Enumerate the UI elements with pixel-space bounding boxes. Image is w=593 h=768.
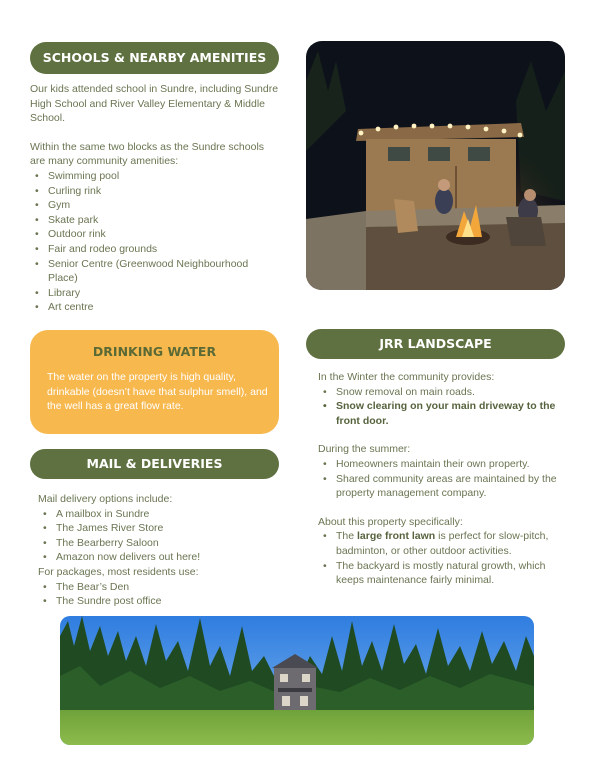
- schools-heading: SCHOOLS & NEARBY AMENITIES: [30, 42, 279, 74]
- list-item: • Amazon now delivers out here!: [38, 550, 278, 565]
- list-item: • The Sundre post office: [38, 594, 278, 609]
- property-intro: About this property specifically:: [318, 515, 463, 528]
- list-item: • Curling rink: [30, 184, 280, 199]
- list-item: • Gym: [30, 198, 280, 213]
- house-forest-photo: [60, 616, 534, 745]
- mail-intro: Mail delivery options include:: [38, 493, 173, 505]
- packages-intro: For packages, most residents use:: [38, 565, 199, 578]
- schools-section: [30, 82, 280, 315]
- winter-intro: In the Winter the community provides:: [318, 371, 495, 383]
- list-item: • The Bearberry Saloon: [38, 536, 278, 551]
- schools-paragraph: Our kids attended school in Sundre, including Sundre High School and River Valley Elementary & Middle School.: [30, 83, 279, 125]
- list-item: • Art centre: [30, 300, 280, 315]
- list-item: • The James River Store: [38, 521, 278, 536]
- mail-heading: MAIL & DELIVERIES: [30, 449, 279, 479]
- winter-list: [318, 385, 568, 429]
- landscape-heading: JRR LANDSCAPE: [306, 329, 565, 359]
- list-item: • Snow removal on main roads.: [318, 385, 568, 400]
- mail-section: [38, 492, 278, 609]
- packages-list: [38, 580, 278, 609]
- drinking-water-card: [30, 330, 279, 434]
- property-list: [318, 529, 568, 587]
- list-item: • Fair and rodeo grounds: [30, 242, 280, 257]
- list-item: • Outdoor rink: [30, 227, 280, 242]
- property-item-post: is perfect for slow-pitch, badminton, or other outdoor activities.: [336, 530, 549, 557]
- list-item: • Snow clearing on your main driveway to the front door.: [318, 399, 568, 428]
- drinking-water-heading: DRINKING WATER: [92, 344, 217, 359]
- list-item: • Skate park: [30, 213, 280, 228]
- summer-intro: During the summer:: [318, 443, 411, 456]
- property-item-pre: The: [336, 530, 358, 543]
- list-item: • A mailbox in Sundre: [38, 507, 278, 522]
- mail-options-list: [38, 507, 278, 565]
- list-item: • Homeowners maintain their own property.: [318, 457, 568, 472]
- summer-list: [318, 457, 568, 501]
- list-item: [318, 529, 568, 558]
- list-item: • Library: [30, 286, 280, 301]
- amenities-intro: Within the same two blocks as the Sundre schools are many community amenities:: [30, 140, 265, 168]
- landscape-section: [318, 370, 568, 588]
- list-item: • The Bear’s Den: [38, 580, 278, 595]
- list-item: • The backyard is mostly natural growth, which keeps maintenance fairly minimal.: [318, 559, 568, 588]
- list-item: • Swimming pool: [30, 169, 280, 184]
- property-item-bold: large front lawn: [357, 530, 436, 543]
- drinking-water-text: The water on the property is high quality, drinkable (doesn’t have that sulphur smell), and the well has a great flow rate.: [47, 371, 268, 413]
- cabin-campfire-photo: [306, 41, 565, 290]
- list-item: • Shared community areas are maintained by the property management company.: [318, 472, 568, 501]
- list-item: • Senior Centre (Greenwood Neighbourhood Place): [30, 257, 280, 286]
- amenities-list: [30, 169, 280, 315]
